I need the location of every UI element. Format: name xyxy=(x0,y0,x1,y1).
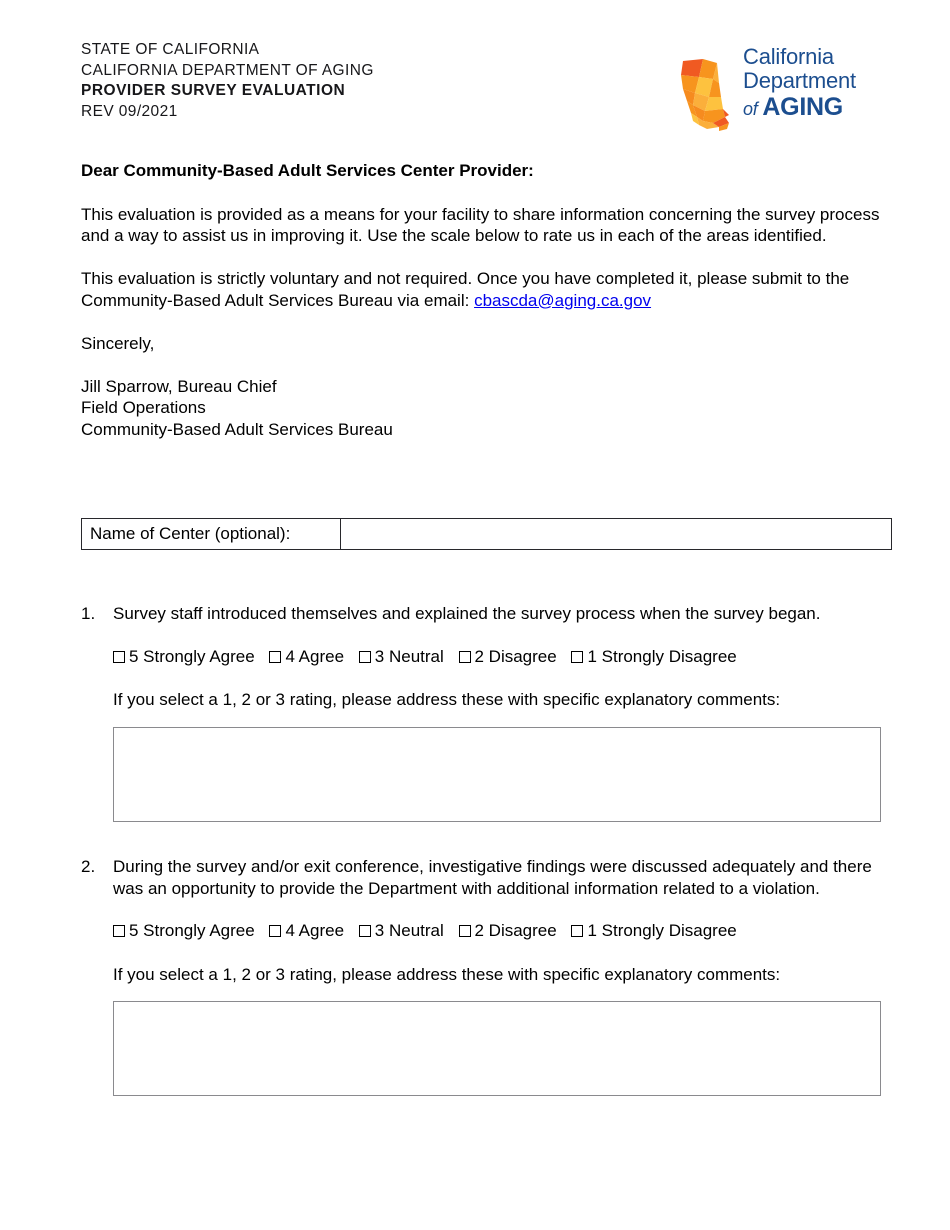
header-line-state: STATE OF CALIFORNIA xyxy=(81,41,260,58)
rating-label-1: 1 Strongly Disagree xyxy=(587,921,737,940)
paragraph-submission-text: This evaluation is strictly voluntary and not required. Once you have completed it, please submit to the Community-Based Adult Services Bureau via email: xyxy=(81,269,850,310)
checkbox-icon[interactable] xyxy=(571,925,583,937)
question-1-rating-option-3[interactable] xyxy=(359,647,444,666)
question-2-number: 2. xyxy=(81,857,96,876)
question-2-rating-option-4[interactable] xyxy=(269,921,344,940)
california-state-outline-icon xyxy=(673,53,745,133)
checkbox-icon[interactable] xyxy=(459,925,471,937)
question-1 xyxy=(81,603,893,822)
signer-division: Field Operations xyxy=(81,398,206,417)
spacer xyxy=(81,311,881,333)
checkbox-icon[interactable] xyxy=(359,651,371,663)
checkbox-icon[interactable] xyxy=(359,925,371,937)
paragraph-submission xyxy=(81,268,881,311)
question-1-rating-scale xyxy=(113,646,893,668)
question-2-rating-option-2[interactable] xyxy=(459,921,557,940)
closing-sincerely: Sincerely, xyxy=(81,333,155,353)
question-1-rating-option-2[interactable] xyxy=(459,647,557,666)
question-1-rating-option-1[interactable] xyxy=(571,647,736,666)
rating-label-4: 4 Agree xyxy=(285,646,345,666)
checkbox-icon[interactable] xyxy=(269,651,281,663)
question-2-rating-option-5[interactable] xyxy=(113,921,255,940)
question-2-comment-prompt: If you select a 1, 2 or 3 rating, please address these with specific explanatory comments: xyxy=(113,964,781,984)
spacer xyxy=(81,182,881,204)
name-of-center-label: Name of Center (optional): xyxy=(82,519,341,549)
logo-line-department: Department xyxy=(743,68,856,93)
question-1-text: Survey staff introduced themselves and explained the survey process when the survey began. xyxy=(113,604,821,623)
rating-label-5: 5 Strongly Agree xyxy=(129,646,255,666)
checkbox-icon[interactable] xyxy=(459,651,471,663)
letter-body xyxy=(81,160,881,440)
email-link-cbascda[interactable]: cbascda@aging.ca.gov xyxy=(474,290,652,310)
question-1-comment-box[interactable] xyxy=(113,727,881,822)
logo-word-of: of xyxy=(743,99,763,119)
question-2-comment-box[interactable] xyxy=(113,1001,881,1096)
header-line-department: CALIFORNIA DEPARTMENT OF AGING xyxy=(81,61,374,79)
california-department-of-aging-logo xyxy=(671,41,886,139)
rating-label-3: 3 Neutral xyxy=(374,646,444,666)
checkbox-icon[interactable] xyxy=(269,925,281,937)
checkbox-icon[interactable] xyxy=(571,651,583,663)
rating-label-2: 2 Disagree xyxy=(474,921,557,940)
checkbox-icon[interactable] xyxy=(113,925,125,937)
rating-label-5: 5 Strongly Agree xyxy=(129,921,255,940)
name-of-center-input[interactable] xyxy=(341,519,891,549)
spacer xyxy=(81,247,881,269)
checkbox-icon[interactable] xyxy=(113,651,125,663)
rating-label-4: 4 Agree xyxy=(285,921,345,940)
logo-word-aging: AGING xyxy=(762,93,843,121)
question-1-rating-option-4[interactable] xyxy=(269,647,344,666)
question-2-rating-option-1[interactable] xyxy=(571,921,736,940)
paragraph-purpose: This evaluation is provided as a means for your facility to share information concerning the survey process and a way to assist us in improving it. Use the scale below to rate us in each of the areas identified. xyxy=(81,204,880,245)
signer-bureau: Community-Based Adult Services Bureau xyxy=(81,419,393,439)
question-2-rating-option-3[interactable] xyxy=(359,921,444,940)
rating-label-2: 2 Disagree xyxy=(474,646,557,666)
question-2-rating-scale xyxy=(113,920,893,942)
question-2-text: During the survey and/or exit conference, investigative findings were discussed adequately and there was an opportunity to provide the Department with additional information related to a violation. xyxy=(113,857,872,898)
logo-line-california: California xyxy=(743,44,834,69)
question-1-rating-option-5[interactable] xyxy=(113,647,255,666)
rating-label-1: 1 Strongly Disagree xyxy=(587,646,737,666)
rating-label-3: 3 Neutral xyxy=(374,921,444,940)
agency-header-text xyxy=(81,40,374,122)
salutation: Dear Community-Based Adult Services Center Provider: xyxy=(81,161,534,180)
name-of-center-table xyxy=(81,518,892,550)
signer-name: Jill Sparrow, Bureau Chief xyxy=(81,376,277,396)
document-header xyxy=(81,40,890,140)
logo-wordmark xyxy=(743,46,891,120)
question-1-comment-prompt: If you select a 1, 2 or 3 rating, please address these with specific explanatory comments: xyxy=(113,690,781,709)
question-2-statement-row xyxy=(81,856,893,899)
header-line-revision: REV 09/2021 xyxy=(81,102,178,120)
spacer xyxy=(81,354,881,376)
question-1-number: 1. xyxy=(81,604,96,623)
header-line-form-title: PROVIDER SURVEY EVALUATION xyxy=(81,82,346,99)
question-2 xyxy=(81,856,893,1096)
question-1-statement-row xyxy=(81,603,893,625)
logo-line-of-aging xyxy=(743,95,891,120)
